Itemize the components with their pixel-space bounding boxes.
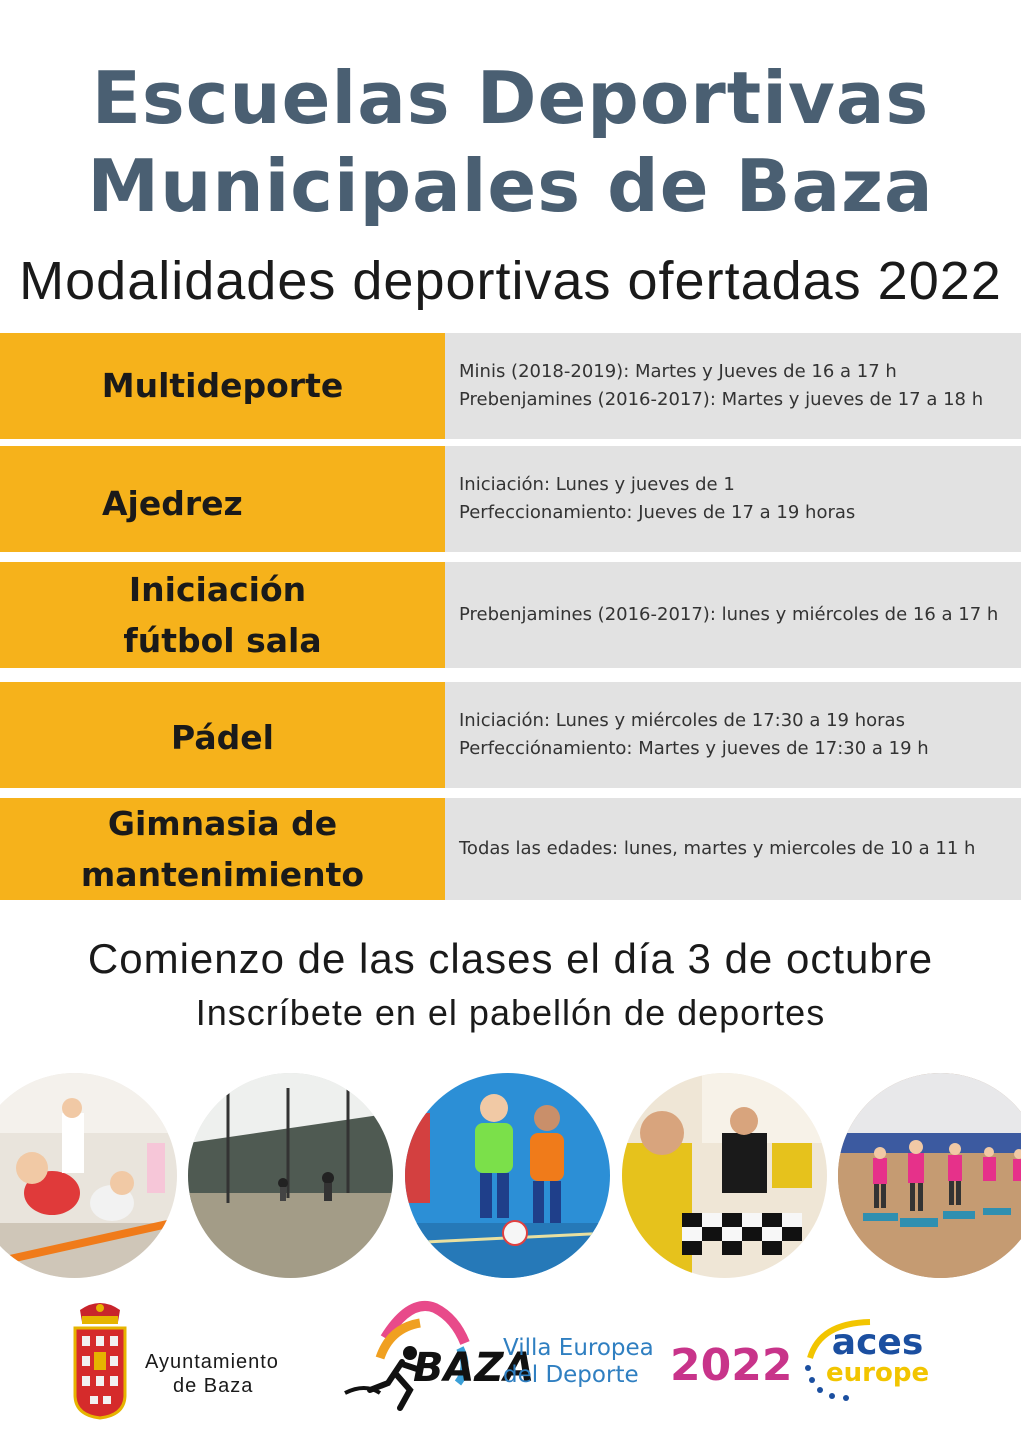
activity-name: Multideporte (0, 333, 445, 439)
gimnasia-photo (838, 1073, 1021, 1278)
activity-row-futbol-sala (0, 562, 1021, 668)
villa-year-text: 2022 (670, 1340, 793, 1391)
ajedrez-photo (622, 1073, 827, 1278)
activity-name: Gimnasia de mantenimiento (0, 798, 445, 900)
activity-schedule: Iniciación: Lunes y miércoles de 17:30 a 19 horas Perfecciónamiento: Martes y jueves de 17:30 a 19 h (445, 682, 1021, 788)
aces-europe-text: aces europe (826, 1322, 930, 1388)
activity-name: Ajedrez (0, 446, 445, 552)
padel-photo (188, 1073, 393, 1278)
activity-schedule: Minis (2018-2019): Martes y Jueves de 16 a 17 h Prebenjamines (2016-2017): Martes y jueves de 17 a 18 h (445, 333, 1021, 439)
activity-schedule: Todas las edades: lunes, martes y miercoles de 10 a 11 h (445, 798, 1021, 900)
activity-row-ajedrez (0, 446, 1021, 552)
villa-europea-text: Villa Europea del Deporte (503, 1335, 654, 1388)
activity-name: Iniciación fútbol sala (0, 562, 445, 668)
activity-schedule: Prebenjamines (2016-2017): lunes y miércoles de 16 a 17 h (445, 562, 1021, 668)
activity-row-padel (0, 682, 1021, 788)
activity-schedule: Iniciación: Lunes y jueves de 1 Perfeccionamiento: Jueves de 17 a 19 horas (445, 446, 1021, 552)
multideporte-photo (0, 1073, 177, 1278)
futbol-sala-photo (405, 1073, 610, 1278)
subtitle: Modalidades deportivas ofertadas 2022 (19, 251, 1002, 311)
baza-logo-text: BAZA (413, 1345, 535, 1391)
enroll-text: Inscríbete en el pabellón de deportes (195, 992, 826, 1033)
coat-of-arms-icon (70, 1300, 130, 1420)
ayuntamiento-logo-text: Ayuntamiento de Baza (145, 1351, 279, 1397)
activity-row-gimnasia (0, 798, 1021, 900)
activity-name: Pádel (0, 682, 445, 788)
activity-row-multideporte (0, 333, 1021, 439)
title-line-1: Escuelas Deportivas (91, 56, 930, 140)
start-date-text: Comienzo de las clases el día 3 de octubre (87, 935, 934, 982)
title-line-2: Municipales de Baza (87, 144, 934, 228)
